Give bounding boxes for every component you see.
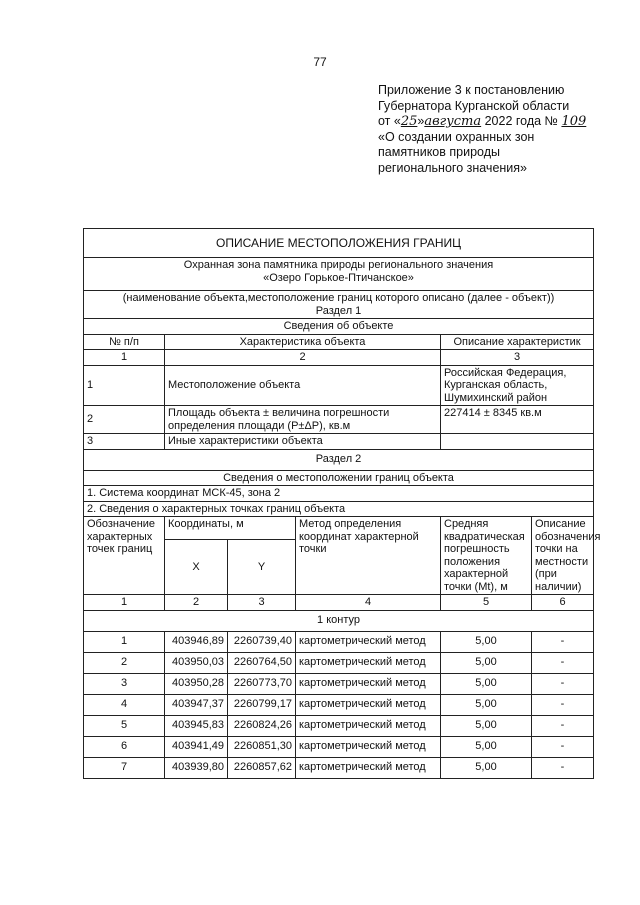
handwritten-number: 109 — [561, 114, 587, 129]
point-method: картометрический метод — [296, 757, 441, 778]
info-row-num: 2 — [84, 406, 165, 434]
point-error: 5,00 — [441, 673, 532, 694]
column-index-6: 6 — [532, 595, 594, 611]
info-row-char: Иные характеристики объекта — [165, 434, 441, 450]
point-row — [84, 736, 594, 757]
point-method: картометрический метод — [296, 736, 441, 757]
point-row — [84, 652, 594, 673]
col-char-header: Характеристика объекта — [165, 334, 441, 350]
point-description: - — [532, 715, 594, 736]
point-method: картометрический метод — [296, 652, 441, 673]
point-number: 4 — [84, 694, 165, 715]
header-line-6: регионального значения» — [378, 160, 528, 175]
info-row-num: 1 — [84, 365, 165, 406]
point-number: 3 — [84, 673, 165, 694]
coordinate-system: 1. Система координат МСК-45, зона 2 — [84, 486, 594, 502]
point-y: 2260773,70 — [228, 673, 296, 694]
col-index-1: 1 — [84, 350, 165, 366]
column-index-3: 3 — [228, 595, 296, 611]
info-row — [84, 434, 594, 450]
point-number: 1 — [84, 631, 165, 652]
header-x: X — [165, 540, 228, 595]
header-coordinates: Координаты, м — [165, 517, 296, 540]
point-x: 403939,80 — [165, 757, 228, 778]
point-number: 2 — [84, 652, 165, 673]
header-point-description: Описание обозначения точки на местности (при наличии) — [532, 517, 594, 595]
point-description: - — [532, 631, 594, 652]
col-index-3: 3 — [441, 350, 594, 366]
point-description: - — [532, 652, 594, 673]
point-method: картометрический метод — [296, 715, 441, 736]
page-number: 77 — [313, 55, 327, 69]
point-row — [84, 715, 594, 736]
handwritten-month: августа — [424, 114, 482, 129]
location-header: Сведения о местоположении границ объекта — [84, 470, 594, 486]
appendix-header — [378, 83, 628, 176]
section-1-label: Раздел 1 — [315, 304, 362, 317]
section-2-label: Раздел 2 — [84, 449, 594, 470]
doc-title: ОПИСАНИЕ МЕСТОПОЛОЖЕНИЯ ГРАНИЦ — [84, 229, 594, 258]
point-row — [84, 694, 594, 715]
object-note-cell — [84, 291, 594, 319]
header-line-4: «О создании охранных зон — [378, 129, 535, 144]
col-index-2: 2 — [165, 350, 441, 366]
point-error: 5,00 — [441, 652, 532, 673]
point-row — [84, 757, 594, 778]
header-line-3 — [378, 114, 628, 130]
header-year: 2022 года № — [481, 114, 558, 128]
header-y: Y — [228, 540, 296, 595]
point-y: 2260824,26 — [228, 715, 296, 736]
point-number: 5 — [84, 715, 165, 736]
column-index-2: 2 — [165, 595, 228, 611]
info-row-char: Площадь объекта ± величина погрешности определения площади (Р±ΔР), кв.м — [165, 406, 441, 434]
header-date-prefix: от « — [378, 114, 401, 128]
point-method: картометрический метод — [296, 694, 441, 715]
point-error: 5,00 — [441, 631, 532, 652]
point-description: - — [532, 736, 594, 757]
info-row-desc: 227414 ± 8345 кв.м — [441, 406, 594, 434]
header-designation: Обозначение характерных точек границ — [84, 517, 165, 595]
point-method: картометрический метод — [296, 673, 441, 694]
col-num-header: № п/п — [84, 334, 165, 350]
point-x: 403950,28 — [165, 673, 228, 694]
point-error: 5,00 — [441, 694, 532, 715]
point-x: 403945,83 — [165, 715, 228, 736]
object-note: (наименование объекта,местоположение границ которого описано (далее - объект)) — [122, 292, 555, 304]
info-row — [84, 406, 594, 434]
column-index-5: 5 — [441, 595, 532, 611]
boundary-description-table — [83, 228, 601, 779]
handwritten-day: 25 — [400, 114, 418, 129]
col-desc-header: Описание характеристик — [441, 334, 594, 350]
point-error: 5,00 — [441, 715, 532, 736]
point-number: 6 — [84, 736, 165, 757]
column-index-1: 1 — [84, 595, 165, 611]
header-error: Средняя квадратическая погрешность положения характерной точки (Mt), м — [441, 517, 532, 595]
contour-label: 1 контур — [84, 610, 594, 631]
point-error: 5,00 — [441, 736, 532, 757]
info-row-char: Местоположение объекта — [165, 365, 441, 406]
point-y: 2260851,30 — [228, 736, 296, 757]
point-description: - — [532, 673, 594, 694]
point-y: 2260799,17 — [228, 694, 296, 715]
points-header: 2. Сведения о характерных точках границ объекта — [84, 501, 594, 517]
info-row-num: 3 — [84, 434, 165, 450]
point-method: картометрический метод — [296, 631, 441, 652]
point-y: 2260857,62 — [228, 757, 296, 778]
header-line-5: памятников природы — [378, 145, 500, 159]
point-row — [84, 673, 594, 694]
point-x: 403950,03 — [165, 652, 228, 673]
point-y: 2260739,40 — [228, 631, 296, 652]
point-x: 403947,37 — [165, 694, 228, 715]
point-x: 403941,49 — [165, 736, 228, 757]
header-line-1: Приложение 3 к постановлению — [378, 83, 565, 97]
header-date-mid: » — [417, 114, 425, 128]
header-line-2: Губернатора Курганской области — [378, 98, 570, 113]
info-header: Сведения об объекте — [84, 319, 594, 335]
point-description: - — [532, 694, 594, 715]
header-method: Метод определения координат характерной точки — [296, 517, 441, 595]
object-line-1: Охранная зона памятника природы регионального значения — [183, 259, 494, 271]
point-error: 5,00 — [441, 757, 532, 778]
point-y: 2260764,50 — [228, 652, 296, 673]
info-row — [84, 365, 594, 406]
object-name — [84, 258, 594, 291]
point-x: 403946,89 — [165, 631, 228, 652]
object-line-2: «Озеро Горькое-Птичанское» — [263, 271, 414, 284]
column-index-4: 4 — [296, 595, 441, 611]
info-row-desc: Российская Федерация, Курганская область, Шумихинский район — [441, 365, 594, 406]
point-description: - — [532, 757, 594, 778]
info-row-desc — [441, 434, 594, 450]
point-number: 7 — [84, 757, 165, 778]
point-row — [84, 631, 594, 652]
